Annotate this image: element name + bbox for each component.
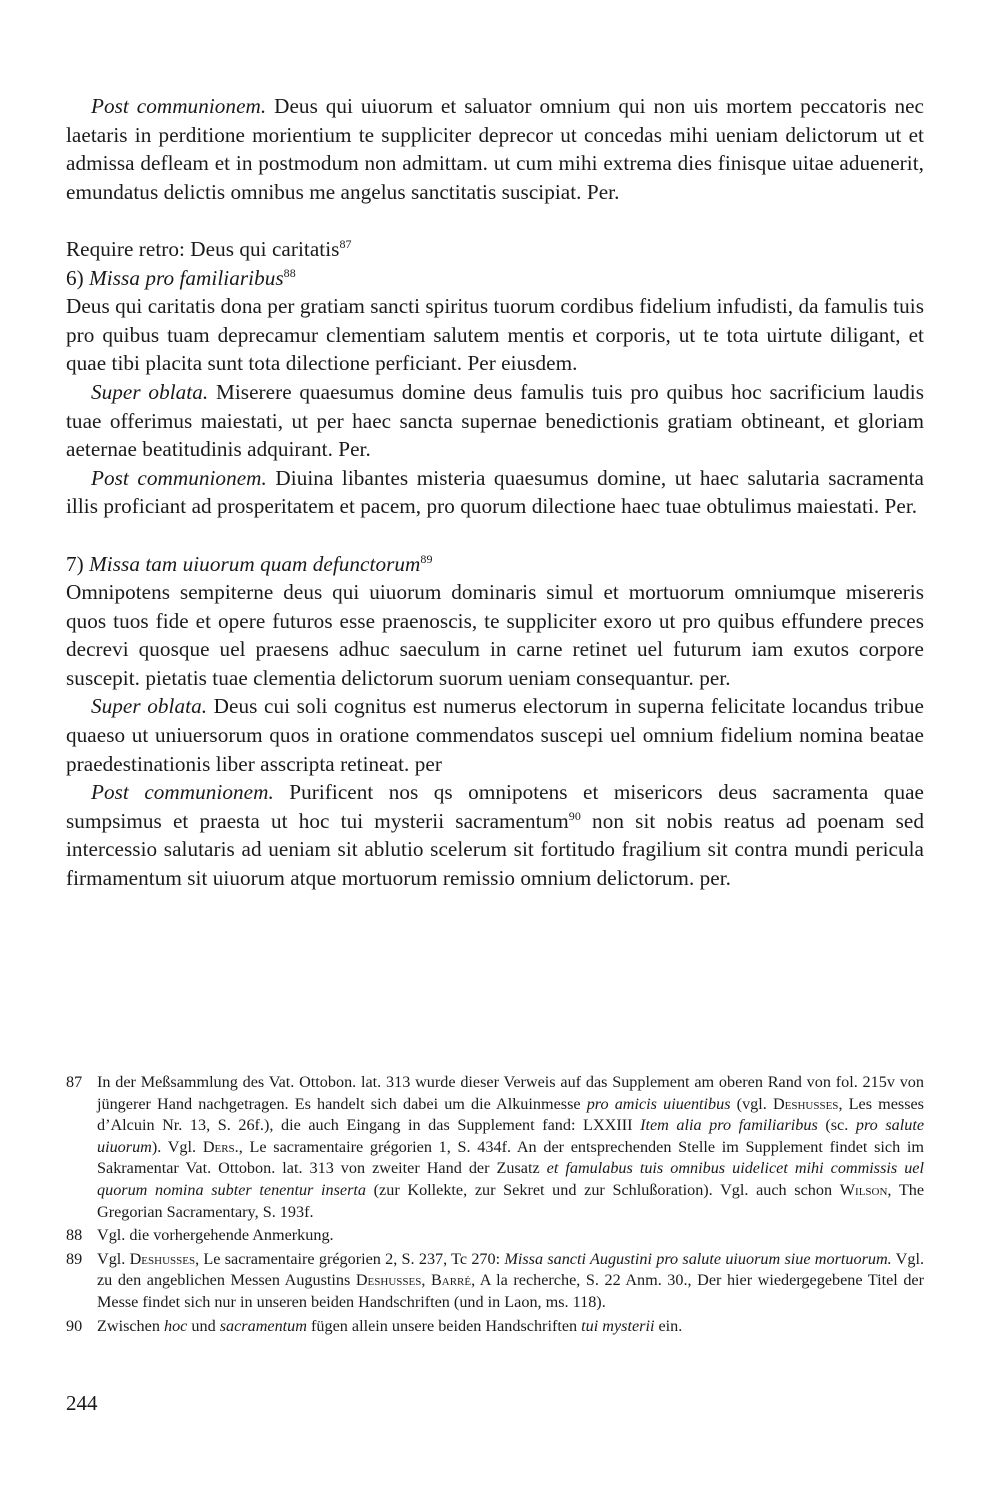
author-name: Deshusses [129,1249,196,1268]
prayer-text: Deus cui soli cognitus est numerus electorum in superna felicitate locandus tribue quaeso ut uniuersorum quos in oratione commendatos suscepi uel omnium fidelium nomina beatae praedestinationis liber asscripta retineat. per [66,694,924,776]
footnote-text-run: (sc. [817,1116,856,1135]
super-oblata-paragraph [66,692,924,778]
footnote-number: 87 [66,1073,83,1091]
heading-number: 7) [66,551,90,576]
footnote-text-run: ). Vgl. [151,1137,203,1156]
require-line [66,235,924,264]
footnote-88 [66,1225,924,1247]
paragraph-post-communionem-1 [66,92,924,206]
footnote-italic-run: sacramentum [219,1316,307,1335]
author-name: Barré [430,1271,472,1290]
footnote-italic-run: tui mysterii [581,1316,655,1335]
footnote-number: 90 [66,1316,83,1335]
footnote-text-run: , Les messes d’Alcuin Nr. 13, S. 26f.), die auch Eingang in das Supplement fand: LXXIII [97,1094,924,1135]
footnote-90 [66,1316,924,1338]
rubric-label: Post communionem. [91,94,267,118]
footnote-text [97,1316,924,1338]
footnote-89 [66,1249,924,1314]
footnote-text-run: fügen allein unsere beiden Handschriften [306,1316,582,1335]
heading-title: Missa pro familiaribus [89,265,284,290]
main-text-block [66,92,924,893]
footnote-text-run: Zwischen [97,1316,164,1335]
page-number: 244 [66,1391,98,1415]
footnote-ref-90[interactable]: 90 [568,809,581,824]
footnote-text-run: (vgl. [730,1094,773,1113]
rubric-label: Super oblata. [91,379,209,404]
author-name: Ders. [202,1137,239,1156]
footnote-text-run: , Le sacramentaire grégorien 1, S. 434f. An der entsprechenden Stelle im Supplement findet sich im Sakramentar Vat. Ottobon. lat. 313 von zweiter Hand der Zusatz [97,1137,924,1178]
section-gap [66,521,924,550]
heading-title: Missa tam uiuorum quam defunctorum [89,551,421,576]
rubric-label: Post communionem. [91,780,274,805]
collect-paragraph: Deus qui caritatis dona per gratiam sancti spiritus tuorum cordibus fidelium infudisti, da famulis tuis pro quibus tuam deprecamur clementiam salutem mentis et corporis, ut te tota uirtute diligant, et quae tibi placita sunt tota dilectione perficiant. Per eiusdem. [66,294,924,376]
footnote-ref-87[interactable]: 87 [339,237,352,252]
require-text: Require retro: Deus qui caritatis [66,236,340,261]
footnotes-block [66,1072,924,1339]
footnote-italic-run: pro salute uiuorum [97,1116,925,1156]
footnote-text-run: , [421,1271,431,1290]
footnote-text-run: , Le sacramentaire grégorien 2, S. 237, Tc 270: [195,1249,505,1268]
mass-heading-6 [66,264,924,293]
footnote-italic-run: pro amicis uiuentibus [586,1094,731,1113]
post-communionem-paragraph [66,778,924,892]
mass-heading-7 [66,550,924,579]
footnote-text [97,1072,924,1223]
footnote-italic-run: et famulabus tuis omnibus uidelicet mihi commissis uel quorum nomina subter tenentur inserta [97,1159,924,1199]
rubric-label: Post communionem. [91,465,267,490]
prayer-text: Deus qui uiuorum et saluator omnium qui non uis mortem peccatoris nec laetaris in perditione morientium te suppliciter deprecor ut concedas mihi ueniam delictorum ut et admissa defleam et in postmodum non admittam. ut cum mihi extrema dies finisque uitae aduenerit, emundatus delictis omnibus me angelus sanctitatis suscipiat. Per. [66,94,924,204]
prayer-text: Miserere quaesumus domine deus famulis tuis pro quibus hoc sacrificium laudis tuae offerimus maiestati, ut per haec sancta supernae benedictionis gratiam obtineant, et gloriam aeternae beatitudinis adquirant. Per. [66,379,924,462]
footnote-text-run: und [187,1316,220,1335]
prayer-text: non sit nobis reatus ad poenam sed intercessio salutaris ad ueniam sit ablutio scelerum sit fortitudo fragilium sit contra mundi pericula firmamentum sit uiuorum atque mortuorum remissio omnium delictorum. per. [66,808,924,891]
heading-number: 6) [66,265,90,290]
footnote-italic-run: Item alia pro familiaribus [640,1116,818,1135]
footnote-italic-run: hoc [163,1316,188,1335]
footnote-number: 88 [66,1226,83,1245]
footnote-text-run: Vgl. [97,1249,130,1268]
footnote-text-run: Vgl. zu den angeblichen Messen Augustins [97,1249,924,1290]
super-oblata-paragraph [66,378,924,464]
prayer-text: Purificent nos qs omnipotens et misericors deus sacramenta quae sumpsimus et praesta ut hoc tui mysterii sacramentum [66,780,924,833]
author-name: Deshusses [355,1271,422,1290]
footnote-text-run: (zur Kollekte, zur Sekret und zur Schlußoration). Vgl. auch schon [365,1180,840,1199]
footnote-text: Vgl. die vorhergehende Anmerkung. [97,1226,334,1245]
footnote-number: 89 [66,1249,83,1268]
footnote-87 [66,1072,924,1223]
footnote-text-run: , A la recherche, S. 22 Anm. 30., Der hier wiedergegebene Titel der Messe findet sich nur in unseren beiden Handschriften (und in Laon, ms. 118). [97,1271,925,1311]
body-text [66,92,924,893]
post-communionem-paragraph [66,464,924,521]
footnote-text-run: , The Gregorian Sacramentary, S. 193f. [97,1180,925,1221]
prayer-text: Diuina libantes misteria quaesumus domine, ut haec salutaria sacramenta illis proficiant ad prosperitatem et pacem, pro quorum dilectione haec tuae obtulimus maiestati. Per. [66,465,924,519]
footnote-text [97,1249,924,1314]
footnote-italic-run: Missa sancti Augustini pro salute uiuorum siue mortuorum. [504,1249,892,1268]
footnote-ref-89[interactable]: 89 [420,551,433,566]
footnote-text-run: In der Meßsammlung des Vat. Ottobon. lat. 313 wurde dieser Verweis auf das Supplement am oberen Rand von fol. 215v von jüngerer Hand nachgetragen. Es handelt sich dabei um die Alkuinmesse [97,1073,924,1113]
author-name: Wilson [839,1180,888,1199]
rubric-label: Super oblata. [91,694,208,719]
section-gap [66,206,924,235]
collect-paragraph: Omnipotens sempiterne deus qui uiuorum dominaris simul et mortuorum omniumque misereris quos tuos fide et opere futuros esse praenoscis, te suppliciter exoro ut pro quibus effundere preces decrevi quosque uel praesens adhuc saeculum in carne retinet uel futurum iam exutos corpore suscepit. pietatis tuae clementia delictorum suorum ueniam consequantur. per. [66,580,924,690]
author-name: Deshusses [772,1094,839,1113]
footnote-ref-88[interactable]: 88 [283,265,296,280]
footnote-text-run: ein. [654,1316,683,1335]
